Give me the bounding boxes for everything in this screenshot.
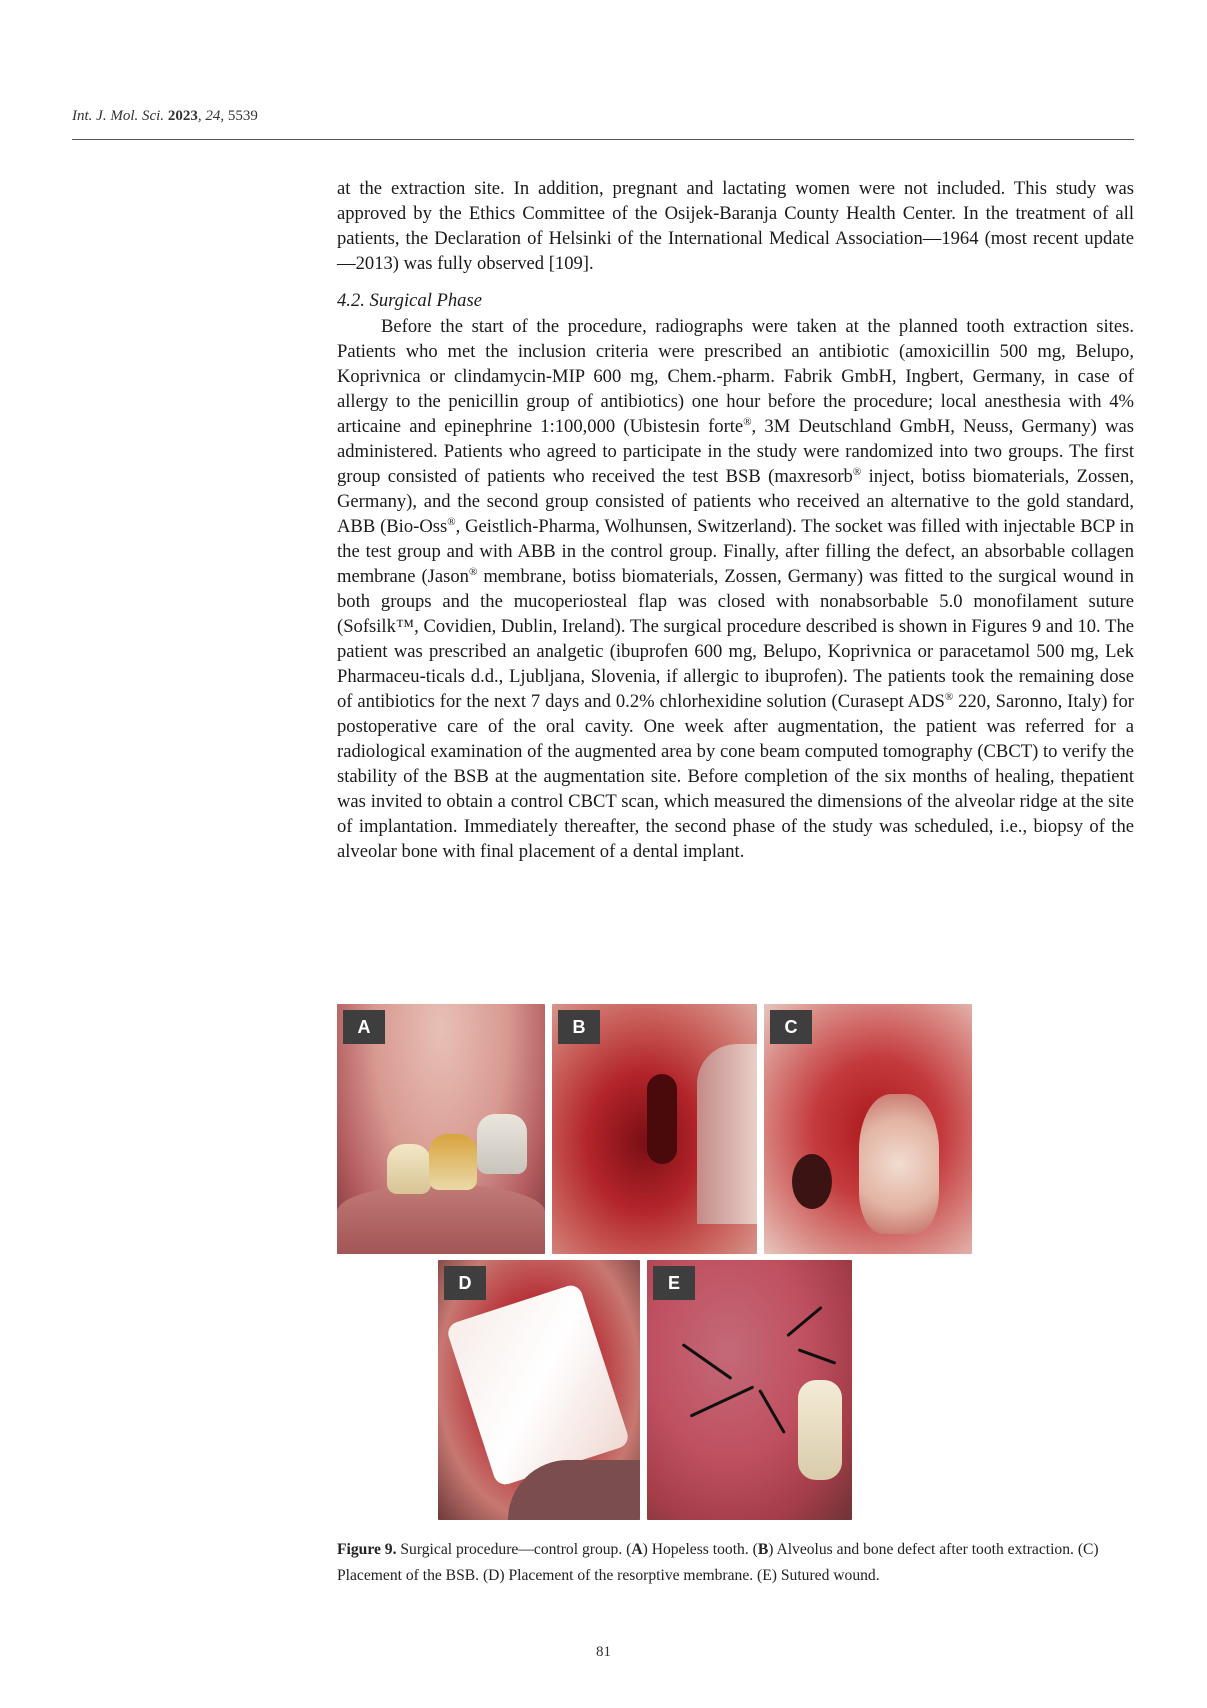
panel-label-d: D: [444, 1266, 486, 1300]
lip-shape: [337, 1184, 545, 1254]
suture-shape: [758, 1389, 786, 1434]
suture-shape: [690, 1385, 755, 1417]
tooth-shape: [477, 1114, 527, 1174]
journal-volume: 24: [205, 108, 221, 124]
text-run: Before the start of the procedure, radiographs were taken at the planned tooth extraction sites. Patients who met the inclusion criteria were prescribed an antibiotic (amoxicillin 500 mg, Belupo, Koprivnica or clindamycin-MIP 600 mg, Chem.-pharm. Fabrik GmbH, Ingbert, Germany, in case of allergy to the penicillin group of antibiotics) one hour before the procedure; local anesthesia with 4% articaine and epinephrine 1:100,000 (Ubistesin forte: [337, 316, 1134, 437]
figure-9: [337, 1004, 977, 1520]
journal-year: 2023: [167, 108, 198, 124]
panel-d-photo: [438, 1260, 640, 1520]
text-run: , Geistlich-Pharma, Wolhunsen, Switzerland). The socket was filled with injectable BCP in the test group and with ABB in the control group. Finally, after filling the defect, an absorbable collagen membrane (Jason: [337, 516, 1134, 587]
header-sep: ,: [220, 108, 228, 124]
text-run: inject, botiss biomaterials, Zossen, Germany), and the second group consisted of patients who received an alternative to the gold standard, ABB (Bio-Oss: [337, 466, 1134, 537]
caption-text: Surgical procedure—control group. (: [396, 1541, 632, 1558]
registered-mark: ®: [944, 690, 954, 703]
caption-label: Figure 9.: [337, 1541, 397, 1558]
journal-name: Int. J. Mol. Sci.: [72, 108, 165, 124]
header-sep: ,: [197, 108, 206, 124]
suture-shape: [798, 1348, 837, 1365]
graft-shape: [859, 1094, 939, 1234]
section-heading: 4.2. Surgical Phase: [337, 290, 482, 311]
panel-a-photo: [337, 1004, 545, 1254]
body-text-top: [337, 176, 1134, 276]
panel-e-photo: [647, 1260, 852, 1520]
panel-b-photo: [552, 1004, 757, 1254]
surgical-phase-paragraph: [337, 314, 1134, 864]
registered-mark: ®: [743, 415, 752, 428]
header-divider: [72, 139, 1134, 140]
caption-panel-ref: B: [757, 1541, 769, 1558]
paragraph-continued: at the extraction site. In addition, pregnant and lactating women were not included. This study was approved by the Ethics Committee of the Osijek-Baranja County Health Center. In the treatment of all patients, the Declaration of Helsinki of the International Medical Association—1964 (most recent update—2013) was fully observed [109].: [337, 178, 1134, 274]
registered-mark: ®: [447, 515, 456, 528]
panel-label-a: A: [343, 1010, 385, 1044]
panel-label-b: B: [558, 1010, 600, 1044]
registered-mark: ®: [468, 565, 478, 578]
caption-text: ) Alveolus and bone defect after tooth extraction. (C) Placement of the BSB. (D) Placement of the resorptive membrane. (E) Sutured wound.: [337, 1541, 1099, 1584]
figure-caption: [337, 1537, 1137, 1589]
panel-c-photo: [764, 1004, 972, 1254]
suture-shape: [682, 1343, 733, 1380]
tooth-shape: [387, 1144, 431, 1194]
tissue-shape: [697, 1044, 757, 1224]
caption-panel-ref: A: [631, 1541, 643, 1558]
tissue-shape: [792, 1154, 832, 1209]
panel-label-c: C: [770, 1010, 812, 1044]
running-header: [72, 108, 258, 125]
membrane-shape: [445, 1283, 631, 1488]
caption-text: ) Hopeless tooth. (: [642, 1541, 758, 1558]
suture-shape: [786, 1306, 822, 1337]
page-number: 81: [596, 1644, 611, 1660]
section-surgical-phase: [337, 290, 1134, 864]
tooth-shape: [798, 1380, 842, 1480]
tooth-shape: [429, 1134, 477, 1190]
socket-shape: [647, 1074, 677, 1164]
panel-label-e: E: [653, 1266, 695, 1300]
text-run: 220, Saronno, Italy) for postoperative care of the oral cavity. One week after augmentation, the patient was referred for a radiological examination of the augmented area by cone beam computed tomography (CBCT) to verify the stability of the BSB at the augmentation site. Before completion of the six months of healing, thepatient was invited to obtain a control CBCT scan, which measured the dimensions of the alveolar ridge at the site of implantation. Immediately thereafter, the second phase of the study was scheduled, i.e., biopsy of the alveolar bone with final placement of a dental implant.: [337, 691, 1134, 862]
text-run: , 3M Deutschland GmbH, Neuss, Germany) was administered. Patients who agreed to participate in the study were randomized into two groups. The first group consisted of patients who received the test BSB (maxresorb: [337, 416, 1134, 487]
article-number: 5539: [227, 108, 258, 124]
registered-mark: ®: [852, 465, 862, 478]
text-run: membrane, botiss biomaterials, Zossen, Germany) was fitted to the surgical wound in both groups and the mucoperiosteal flap was closed with nonabsorbable 5.0 monofilament suture (Sofsilk™, Covidien, Dublin, Ireland). The surgical procedure described is shown in Figures 9 and 10. The patient was prescribed an analgetic (ibuprofen 600 mg, Belupo, Koprivnica or paracetamol 500 mg, Lek Pharmaceu-ticals d.d., Ljubljana, Slovenia, if allergic to ibuprofen). The patients took the remaining dose of antibiotics for the next 7 days and 0.2% chlorhexidine solution (Curasept ADS: [337, 566, 1134, 712]
